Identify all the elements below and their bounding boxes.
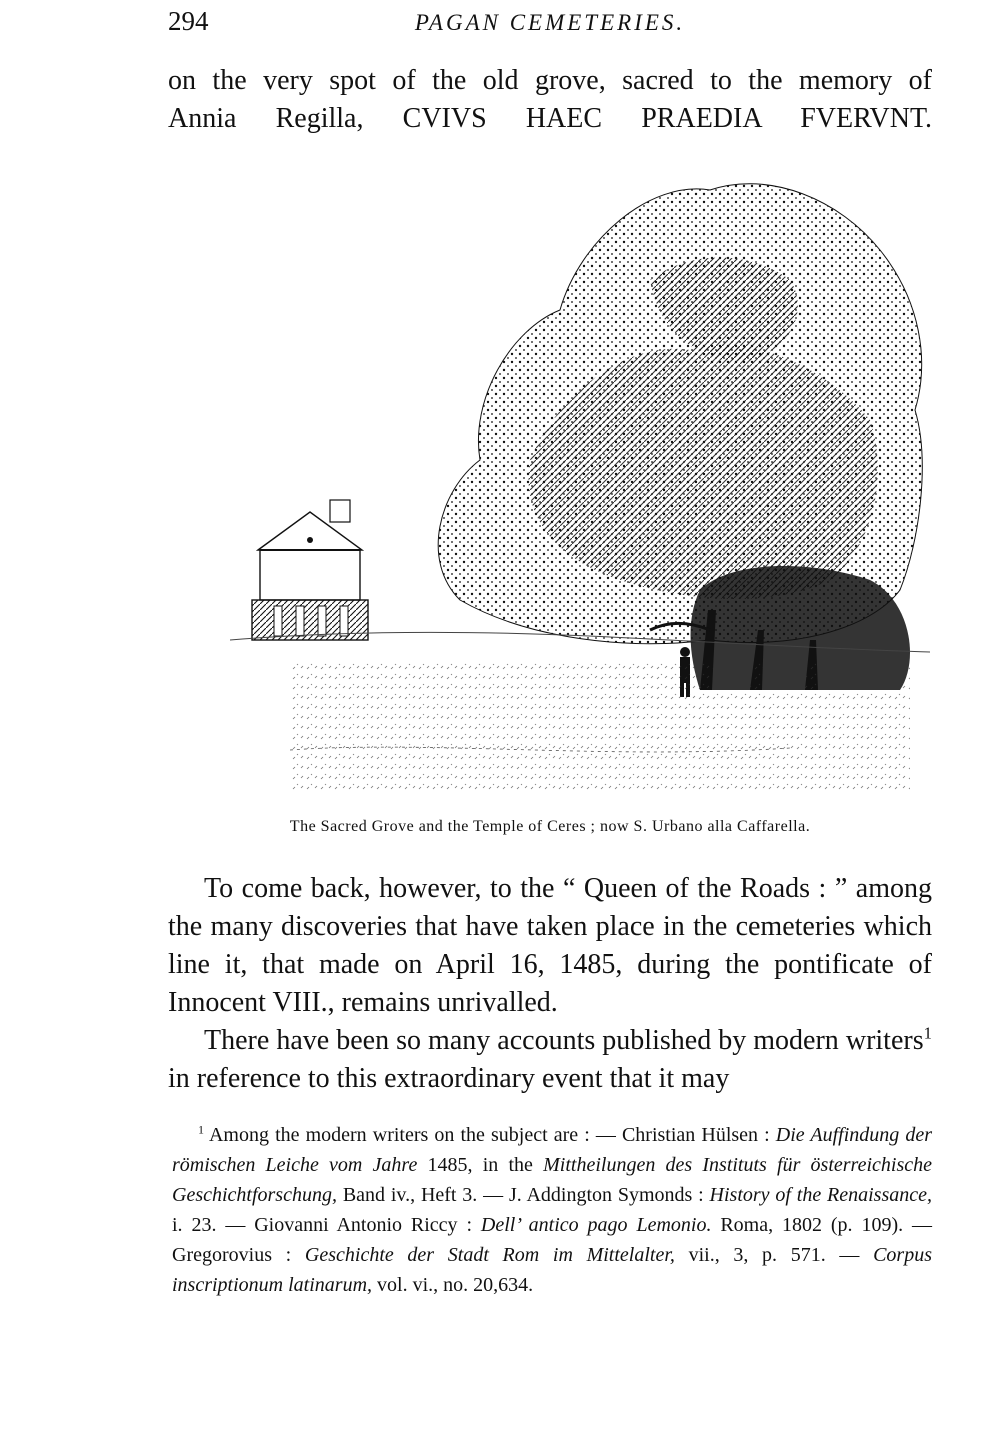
running-title: PAGAN CEMETERIES. <box>414 10 686 35</box>
footnote-text: vol. vi., no. 20,634. <box>372 1274 534 1296</box>
footnote-text: i. 23. — Giovanni Antonio Riccy : <box>172 1214 481 1236</box>
footnote <box>172 1120 932 1300</box>
footnote-title: Geschichte der Stadt Rom im Mittelalter, <box>304 1244 675 1266</box>
running-head <box>168 6 932 42</box>
top-paragraph-line-1: on the very spot of the old grove, sacred to the memory of <box>168 65 932 96</box>
footnote-title: Corpus inscriptionum latinarum, <box>172 1244 932 1296</box>
footnote-title: History of the Renaissance, <box>709 1184 932 1206</box>
footnote-text: Band iv., Heft 3. — J. Addington Symonds : <box>336 1184 710 1206</box>
footnote-text: Among the modern writers on the subject are : — Christian Hülsen : <box>204 1124 776 1146</box>
temple-of-ceres <box>252 500 368 640</box>
footnote-marker: 1 <box>198 1122 204 1137</box>
paragraph-2 <box>168 1022 932 1098</box>
tree-canopy <box>438 184 922 690</box>
figure-caption: The Sacred Grove and the Temple of Ceres ; now S. Urbano alla Caffarella. <box>289 818 811 835</box>
top-paragraph-line-2: Annia Regilla, CVIVS HAEC PRAEDIA FVERVNT. <box>168 103 932 134</box>
paragraph-2-text-a: There have been so many accounts published by modern writers <box>204 1025 924 1056</box>
sacred-grove-engraving <box>230 160 930 800</box>
footnote-title: Mittheilungen des Instituts für österreichische Geschichtforschung, <box>172 1154 932 1206</box>
paragraph-2-text-b: in reference to this extraordinary event that it may <box>168 1063 730 1094</box>
footnote-text: vii., 3, p. 571. — <box>674 1244 874 1266</box>
footnote-text: 1485, in the <box>417 1154 544 1176</box>
top-paragraph <box>168 62 932 138</box>
page-number: 294 <box>168 6 209 36</box>
footnote-title: Dell’ antico pago Lemonio. <box>480 1214 712 1236</box>
paragraph-1: To come back, however, to the “ Queen of the Roads : ” among the many discoveries that have taken place in the cemeteries which line it, that made on April 16, 1485, during the pontificate of Innocent VIII., remains unrivalled. <box>168 873 932 1018</box>
footnote-title: Die Auffindung der römischen Leiche vom Jahre <box>172 1124 932 1176</box>
footnote-reference[interactable]: 1 <box>923 1023 932 1043</box>
footnote-text: Roma, 1802 (p. 109). — Gregorovius : <box>172 1214 933 1266</box>
